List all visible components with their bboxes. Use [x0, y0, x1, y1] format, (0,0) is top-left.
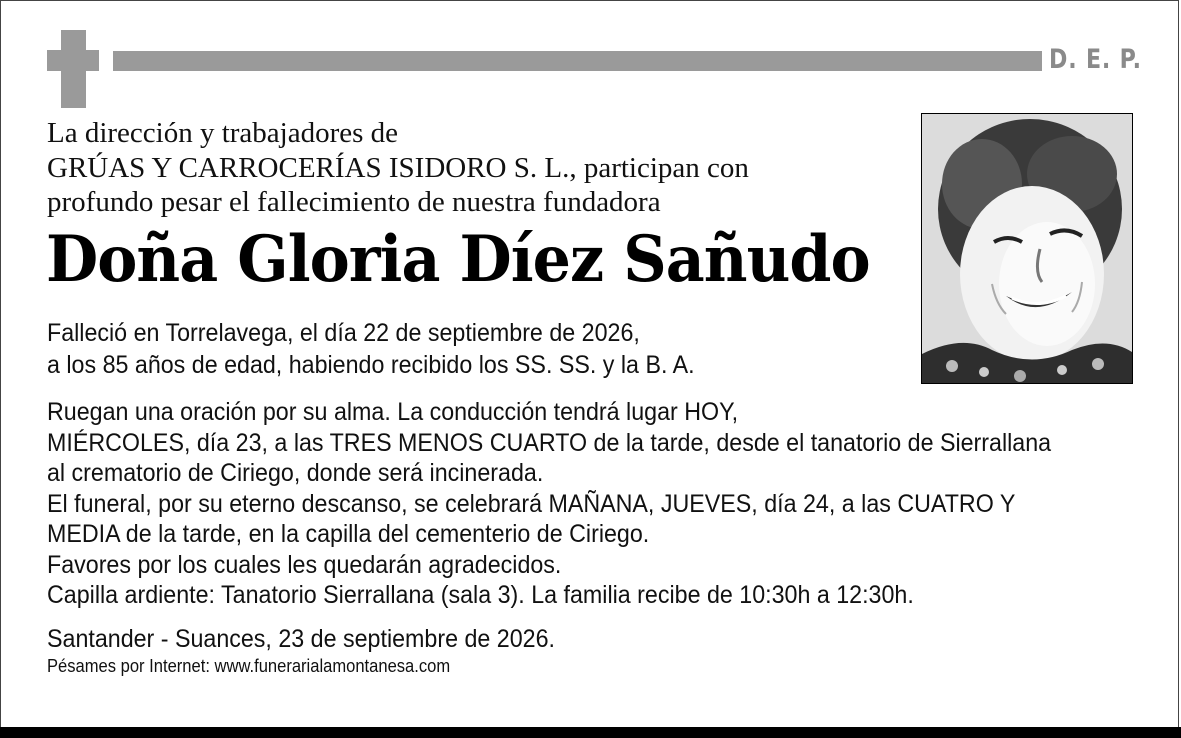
rites-line: Ruegan una oración por su alma. La conducción tendrá lugar HOY,: [47, 398, 739, 426]
rites-line: MIÉRCOLES, día 23, a las TRES MENOS CUARTO de la tarde, desde el tanatorio de Sierrallana: [47, 428, 1052, 457]
rites-line: Favores por los cuales les quedarán agradecidos.: [47, 550, 562, 579]
rites-details: [47, 397, 1051, 611]
death-line: a los 85 años de edad, habiendo recibido los SS. SS. y la B. A.: [47, 351, 695, 379]
deceased-portrait: [921, 113, 1133, 384]
rites-line: El funeral, por su eterno descanso, se celebrará MAÑANA, JUEVES, día 24, a las CUATRO Y: [47, 489, 1016, 518]
cross-icon-arm: [47, 50, 99, 71]
death-details: [47, 317, 695, 381]
dep-tag: D. E. P.: [1049, 44, 1142, 75]
condolences-web-link[interactable]: Pésames por Internet: www.funerarialamontanesa.com: [47, 656, 451, 676]
rites-line: al crematorio de Ciriego, donde será incinerada.: [47, 459, 544, 487]
intro-paragraph: [47, 116, 887, 220]
intro-line: GRÚAS Y CARROCERÍAS ISIDORO S. L., participan con: [47, 151, 749, 184]
portrait-image: [922, 114, 1132, 383]
header-rule: [113, 51, 1042, 71]
bottom-border: [0, 727, 1181, 738]
rites-line: MEDIA de la tarde, en la capilla del cementerio de Ciriego.: [47, 520, 650, 548]
deceased-name: Doña Gloria Díez Sañudo: [46, 222, 870, 297]
place-date: Santander - Suances, 23 de septiembre de 2026.: [47, 625, 555, 653]
intro-line: La dirección y trabajadores de: [47, 117, 399, 149]
intro-line: profundo pesar el fallecimiento de nuestra fundadora: [47, 186, 661, 218]
rites-line: Capilla ardiente: Tanatorio Sierrallana (sala 3). La familia recibe de 10:30h a 12:30h.: [47, 581, 914, 609]
death-line: Falleció en Torrelavega, el día 22 de septiembre de 2026,: [47, 319, 640, 347]
